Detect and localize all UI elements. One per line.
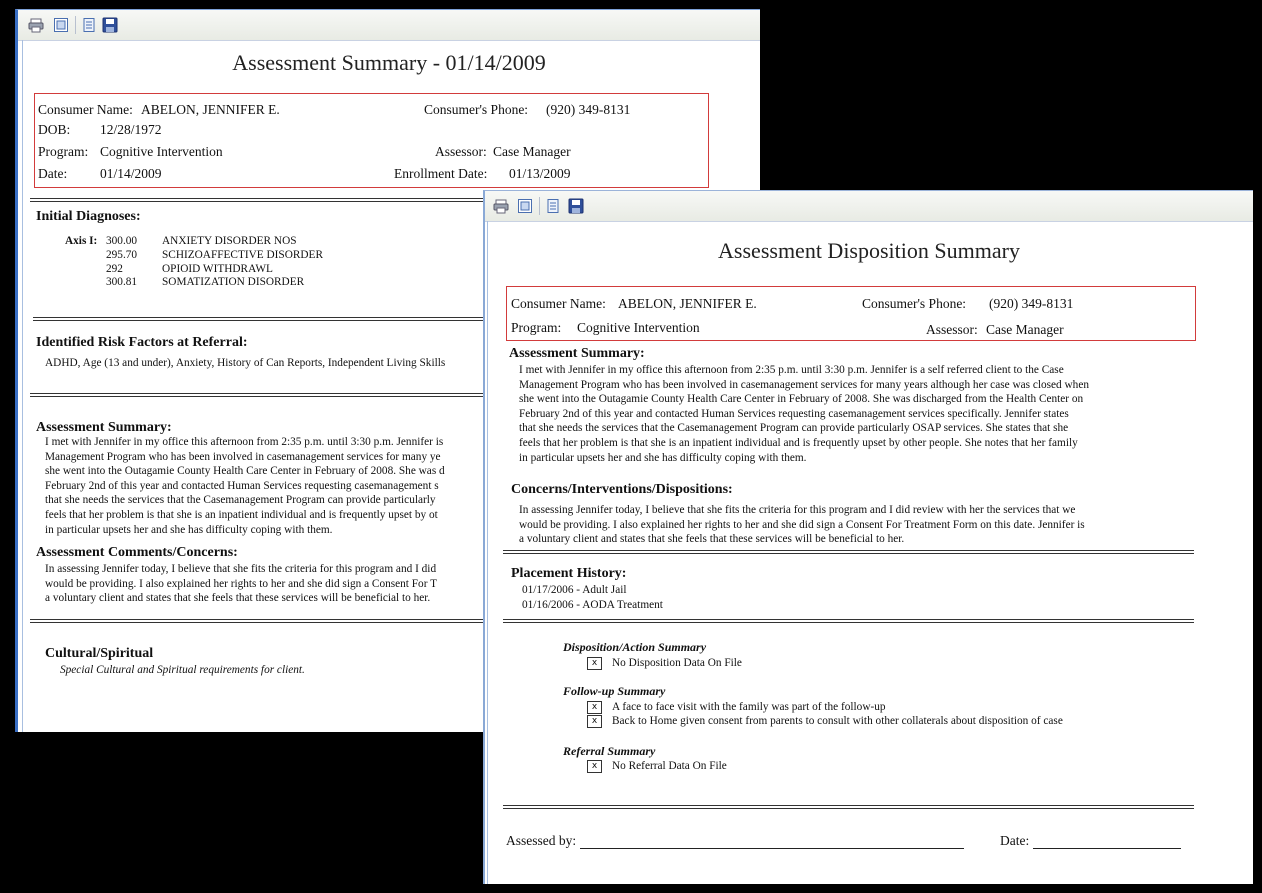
signature-date-field[interactable] <box>1033 834 1181 849</box>
risk-factors-text: ADHD, Age (13 and under), Anxiety, History of Can Reports, Independent Living Skills <box>45 357 446 369</box>
text-line: would be providing. I also explained her rights to her and she did sign a Consent For T <box>45 577 437 590</box>
assessment-summary-heading: Assessment Summary: <box>509 346 645 361</box>
text-line: would be providing. I also explained her rights to her and she did sign a Consent For Treatment Form on this date. Jennifer is <box>519 518 1085 531</box>
program-label: Program: <box>38 144 89 159</box>
dob: 12/28/1972 <box>100 122 162 137</box>
text-line: that she needs the services that the Casemanagement Program can provide particularly <box>45 494 436 507</box>
text-line: February 2nd of this year and contacted Human Services requesting casemanagement services specifically. Jennifer states <box>519 407 1069 420</box>
diagnosis-code: 295.70 <box>106 249 138 261</box>
diagnosis-code: 300.00 <box>106 235 138 247</box>
signature-date-line <box>1000 833 1181 849</box>
text-line: she went into the Outagamie County Health Care Center in February of 2008. She was discharged from the Health Center on <box>519 393 1084 406</box>
checkbox[interactable]: x <box>587 760 602 773</box>
copy-icon[interactable] <box>81 17 97 33</box>
disposition-item <box>587 657 742 670</box>
item-text: Back to Home given consent from parents to consult with other collaterals about disposition of case <box>612 715 1063 728</box>
print-icon[interactable] <box>493 198 509 214</box>
section-divider <box>503 805 1194 809</box>
date-label: Date: <box>1000 833 1030 848</box>
phone: (920) 349-8131 <box>546 102 631 117</box>
report-toolbar <box>485 191 1253 222</box>
consumer-info-box <box>34 93 709 188</box>
consumer-info-box <box>506 286 1196 341</box>
document-edge <box>487 221 488 884</box>
assessment-summary-text <box>45 435 445 537</box>
cultural-heading: Cultural/Spiritual <box>45 646 154 661</box>
page-title: Assessment Disposition Summary <box>718 238 1020 263</box>
phone: (920) 349-8131 <box>989 296 1074 311</box>
text-line: she went into the Outagamie County Health Care Center in February of 2008. She was d <box>45 465 445 478</box>
diagnosis-name: ANXIETY DISORDER NOS <box>162 235 297 247</box>
cultural-text: Special Cultural and Spiritual requirements for client. <box>60 664 305 676</box>
assessor-label: Assessor: <box>435 144 487 159</box>
checkbox[interactable]: x <box>587 715 602 728</box>
followup-heading: Follow-up Summary <box>563 684 666 698</box>
enrollment-date-label: Enrollment Date: <box>394 166 488 181</box>
axis-label: Axis I: <box>65 235 98 247</box>
phone-label: Consumer's Phone: <box>862 296 967 311</box>
assessor: Case Manager <box>986 322 1064 337</box>
page-setup-icon[interactable] <box>53 17 69 33</box>
phone-label: Consumer's Phone: <box>424 102 529 117</box>
disposition-summary-window <box>483 190 1253 884</box>
section-divider <box>503 619 1194 623</box>
item-text: A face to face visit with the family was part of the follow-up <box>612 701 886 714</box>
assessor: Case Manager <box>493 144 571 159</box>
section-divider <box>503 550 1194 554</box>
concerns-text <box>519 503 1085 547</box>
text-line: a voluntary client and states that she feels that these services will be beneficial to her. <box>45 592 431 605</box>
program: Cognitive Intervention <box>577 320 700 335</box>
text-line: feels that her problem is that she is an inpatient individual and is frequently upset by ot <box>45 508 438 521</box>
risk-factors-heading: Identified Risk Factors at Referral: <box>36 335 248 350</box>
date: 01/14/2009 <box>100 166 162 181</box>
program-label: Program: <box>511 320 562 335</box>
assessed-by-label: Assessed by: <box>506 833 577 848</box>
consumer-name-label: Consumer Name: <box>38 102 133 117</box>
checkbox[interactable]: x <box>587 701 602 714</box>
referral-heading: Referral Summary <box>563 744 656 758</box>
checkbox[interactable]: x <box>587 657 602 670</box>
signature-line <box>506 833 964 849</box>
text-line: In assessing Jennifer today, I believe that she fits the criteria for this program and I did review with her the services that we <box>519 504 1076 516</box>
assessor-label: Assessor: <box>926 322 978 337</box>
save-icon[interactable] <box>568 198 584 214</box>
diagnosis-name: OPIOID WITHDRAWL <box>162 263 273 275</box>
comments-text <box>45 562 437 606</box>
text-line: in particular upsets her and she has difficulty coping with them. <box>519 451 807 464</box>
page-title: Assessment Summary - 01/14/2009 <box>232 50 546 75</box>
disposition-action-heading: Disposition/Action Summary <box>563 640 707 654</box>
report-toolbar <box>18 10 760 41</box>
placement-list <box>522 583 663 612</box>
item-text: No Disposition Data On File <box>612 657 742 670</box>
list-item: 01/16/2006 - AODA Treatment <box>522 598 663 611</box>
text-line: a voluntary client and states that she feels that these services will be beneficial to her. <box>519 533 905 546</box>
date-label: Date: <box>38 166 68 181</box>
text-line: In assessing Jennifer today, I believe that she fits the criteria for this program and I did <box>45 563 437 575</box>
diagnosis-code: 300.81 <box>106 276 138 288</box>
consumer-name: ABELON, JENNIFER E. <box>618 296 757 311</box>
assessed-by-field[interactable] <box>580 834 964 849</box>
list-item: 01/17/2006 - Adult Jail <box>522 584 627 596</box>
program: Cognitive Intervention <box>100 144 223 159</box>
text-line: Management Program who has been involved in casemanagement services for many years although her case was closed when <box>519 378 1089 391</box>
assessment-summary-text <box>519 363 1089 465</box>
text-line: that she needs the services that the Casemanagement Program can provide particularly OSAP services. She states that she <box>519 422 1069 435</box>
diagnosis-code: 292 <box>106 263 123 275</box>
diagnoses-heading: Initial Diagnoses: <box>36 209 141 224</box>
text-line: Management Program who has been involved in casemanagement services for many ye <box>45 450 441 463</box>
document-edge <box>22 40 23 732</box>
comments-heading: Assessment Comments/Concerns: <box>36 545 238 560</box>
print-icon[interactable] <box>28 17 44 33</box>
text-line: I met with Jennifer in my office this afternoon from 2:35 p.m. until 3:30 p.m. Jennifer is a self referred client to the Case <box>519 364 1064 376</box>
consumer-name-label: Consumer Name: <box>511 296 606 311</box>
text-line: feels that her problem is that she is an inpatient individual and is frequently upset by other people. She notes that her family <box>519 436 1078 449</box>
placement-history-heading: Placement History: <box>511 566 627 581</box>
enrollment-date: 01/13/2009 <box>509 166 571 181</box>
toolbar-separator <box>75 16 76 34</box>
toolbar-separator <box>539 197 540 215</box>
dob-label: DOB: <box>38 122 71 137</box>
text-line: I met with Jennifer in my office this afternoon from 2:35 p.m. until 3:30 p.m. Jennifer is <box>45 436 444 448</box>
consumer-name: ABELON, JENNIFER E. <box>141 102 280 117</box>
assessment-summary-heading: Assessment Summary: <box>36 420 172 435</box>
save-icon[interactable] <box>102 17 118 33</box>
diagnosis-name: SCHIZOAFFECTIVE DISORDER <box>162 249 323 261</box>
page-setup-icon[interactable] <box>517 198 533 214</box>
diagnosis-name: SOMATIZATION DISORDER <box>162 276 305 288</box>
concerns-heading: Concerns/Interventions/Dispositions: <box>511 482 733 497</box>
item-text: No Referral Data On File <box>612 760 727 773</box>
copy-icon[interactable] <box>545 198 561 214</box>
text-line: in particular upsets her and she has difficulty coping with them. <box>45 523 333 536</box>
text-line: February 2nd of this year and contacted Human Services requesting casemanagement s <box>45 479 439 492</box>
referral-item <box>587 760 727 773</box>
followup-item <box>587 701 886 714</box>
followup-item <box>587 715 1063 728</box>
